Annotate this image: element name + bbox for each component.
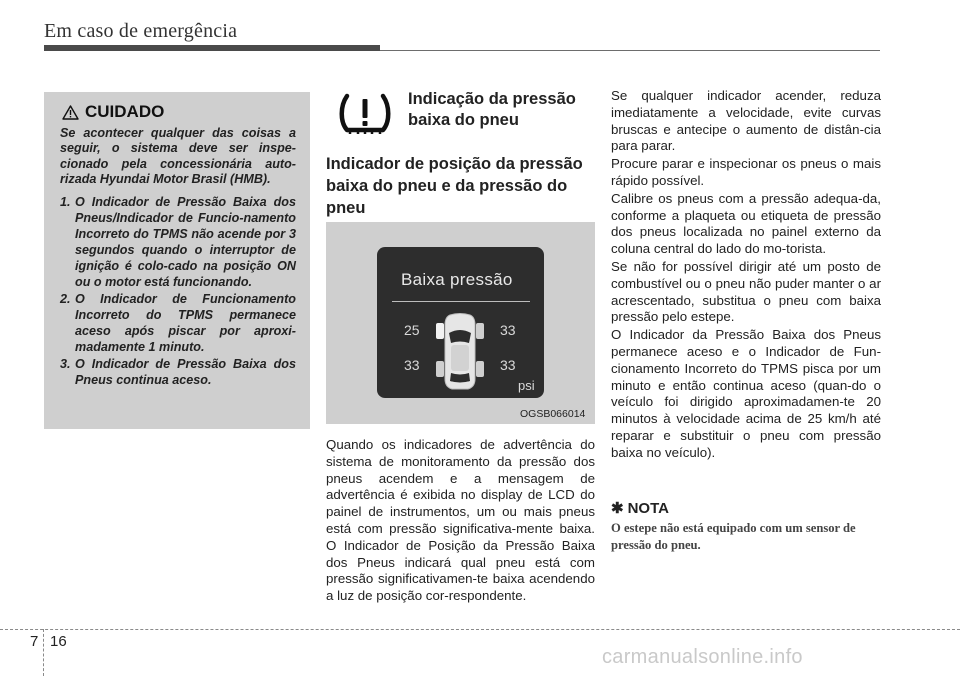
body-paragraph: Quando os indicadores de advertência do sistema de monitoramento da pressão dos pneus acendem e a mensagem de advertência é exibida no display de LCD do painel de instrumentos, um ou mais pneus está com pressão significativa-mente baixa. O Indicador de Posição da Pressão Baixa dos Pneus indicará qual pneu está com pressão significativamen-te baixa acendendo a luz de posição cor-respondente. (326, 437, 595, 604)
body-paragraph: Procure parar e inspecionar os pneus o mais rápido possível. (611, 156, 881, 188)
caution-heading (62, 102, 164, 122)
caution-item (60, 356, 296, 388)
heading-low-pressure: Indicação da pressão baixa do pneu (408, 90, 576, 129)
header-rule-light (380, 50, 880, 51)
tire-rear-right-icon (476, 361, 484, 377)
body-paragraph: Se não for possível dirigir até um posto de combustível ou o pneu não puder manter o ar acrescentado, substitua o pneu com baixa pressão pelo estepe. (611, 258, 881, 325)
lcd-title: Baixa pressão (401, 270, 513, 289)
right-column (611, 88, 881, 463)
footer-rule (0, 629, 960, 630)
pressure-unit: psi (518, 378, 535, 393)
tire-rear-left-value: 33 (404, 357, 420, 373)
watermark: carmanualsonline.info (602, 646, 803, 668)
heading-position-indicator: Indicador de posição da pressão baixa do pneu e da pressão do pneu (326, 155, 583, 217)
caution-item-text: O Indicador de Pressão Baixa dos Pneus continua aceso. (75, 357, 296, 387)
tire-front-right-icon (476, 323, 484, 339)
lcd-divider (392, 301, 530, 302)
section-title: Em caso de emergência (44, 20, 238, 42)
body-paragraph: Se qualquer indicador acender, reduza imediatamente a velocidade, evite curvas bruscas e antecipe o aumento de distân-cia para parar. (611, 88, 881, 154)
nota-text: O estepe não está equipado com um sensor de pressão do pneu. (611, 521, 856, 552)
footer-divider (43, 629, 44, 676)
tire-pressure-warning-icon (338, 92, 392, 136)
nota-title: NOTA (627, 499, 669, 517)
tire-front-left-icon (436, 323, 444, 339)
caution-list (60, 194, 296, 389)
chapter-number: 7 (30, 633, 39, 650)
caution-item-number: 2. (60, 292, 71, 306)
asterisk-icon: ✱ (611, 500, 624, 517)
page-number: 16 (50, 633, 67, 650)
caution-intro: Se acontecer qualquer das coisas a seguir, o sistema deve ser inspe-cionado pela concessionária auto-rizada Hyundai Motor Brasil (HMB). (60, 126, 296, 187)
caution-title: CUIDADO (85, 102, 165, 121)
body-paragraph: O Indicador da Pressão Baixa dos Pneus permanece aceso e o Indicador de Fun-cionamento Incorreto do TPMS pisca por um minuto e então continua aceso (quan-do o veículo foi dirigido aproximadamen-te 20 minutos à velocidade acima de 25 km/h até reparar e substituir o pneu com pressão baixa no veículo). (611, 327, 881, 460)
car-top-view-icon (434, 313, 486, 391)
caution-item (60, 291, 296, 355)
tire-rear-left-icon (436, 361, 444, 377)
caution-item-text: O Indicador de Funcionamento Incorreto do TPMS permanece aceso após piscar por aproxi-madamente 1 minuto. (75, 292, 296, 354)
nota-heading (611, 499, 669, 517)
tire-rear-right-value: 33 (500, 357, 516, 373)
tire-front-left-value: 25 (404, 322, 420, 338)
caution-item-text: O Indicador de Pressão Baixa dos Pneus/Indicador de Funcio-namento Incorreto do TPMS não acende por 3 segundos quando o interruptor de ignição é colo-cado na posição ON ou o motor está funcionando. (75, 195, 296, 289)
tire-front-right-value: 33 (500, 322, 516, 338)
caution-item (60, 194, 296, 290)
caution-item-number: 1. (60, 195, 71, 209)
figure-caption: OGSB066014 (520, 408, 586, 420)
header-rule-dark (44, 45, 380, 51)
body-paragraph: Calibre os pneus com a pressão adequa-da, conforme a plaqueta ou etiqueta de pressão dos pneus localizada no painel externo da coluna central do lado do mo-torista. (611, 190, 881, 257)
warning-triangle-icon (62, 105, 79, 120)
caution-item-number: 3. (60, 357, 71, 371)
